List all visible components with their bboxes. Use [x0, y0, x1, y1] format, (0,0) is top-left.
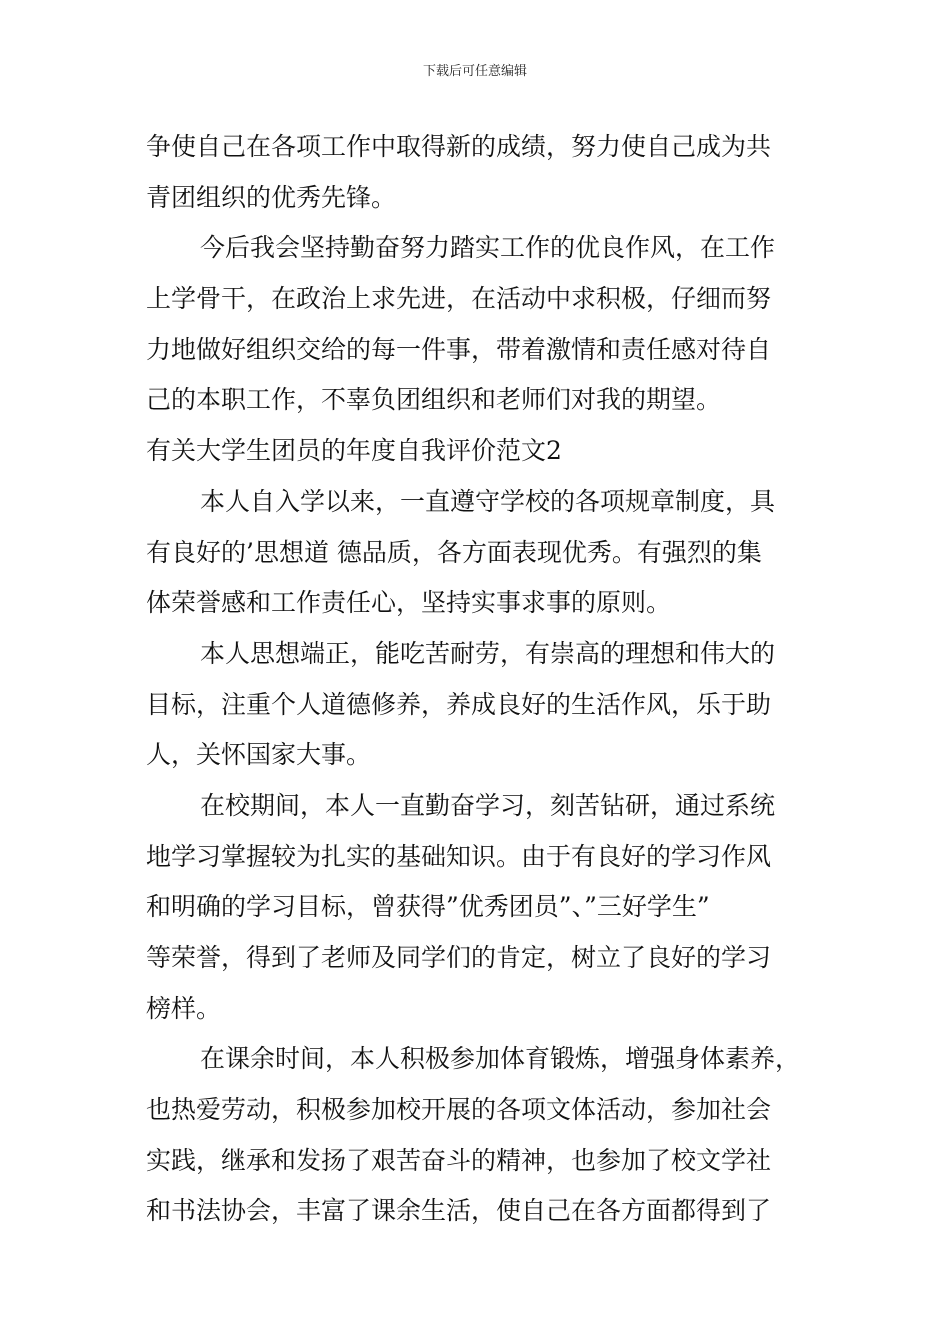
text-line: 体荣誉感和工作责任心，坚持实事求事的原则。: [146, 588, 672, 618]
text-line: 争使自己在各项工作中取得新的成绩，努力使自己成为共: [146, 132, 772, 161]
text-line: 目标，注重个人道德修养，养成良好的生活作风，乐于助: [146, 689, 772, 719]
text-line: 在校期间，本人一直勤奋学习，刻苦钻研，通过系统: [200, 790, 776, 820]
text-line: 和明确的学习目标，曾获得”优秀团员”、”三好学生”: [146, 892, 710, 922]
text-line: 地学习掌握较为扎实的基础知识。由于有良好的学习作风: [146, 841, 772, 871]
text-line: 榜样。: [146, 993, 222, 1023]
text-line: 和书法协会，丰富了课余生活，使自己在各方面都得到了: [146, 1196, 772, 1226]
text-line: 在课余时间，本人积极参加体育锻炼，增强身体素养，: [200, 1044, 801, 1074]
text-line: 今后我会坚持勤奋努力踏实工作的优良作风，在工作: [200, 233, 776, 263]
document-body: [146, 122, 816, 1237]
text-line: 实践，继承和发扬了艰苦奋斗的精神，也参加了校文学社: [146, 1145, 772, 1175]
text-line: 青团组织的优秀先锋。: [146, 182, 397, 212]
text-line: 己的本职工作，不辜负团组织和老师们对我的期望。: [146, 385, 722, 415]
text-line: 等荣誉，得到了老师及同学们的肯定，树立了良好的学习: [146, 943, 772, 972]
text-line: 力地做好组织交给的每一件事，带着激情和责任感对待自: [146, 334, 772, 364]
page-header: 下载后可任意编辑: [422, 64, 527, 79]
text-line: 本人自入学以来，一直遵守学校的各项规章制度，具: [200, 486, 776, 516]
text-line: 也热爱劳动，积极参加校开展的各项文体活动，参加社会: [146, 1095, 772, 1125]
text-line: 有关大学生团员的年度自我评价范文2: [146, 436, 562, 466]
text-line: 上学骨干，在政治上求先进，在活动中求积极，仔细而努: [146, 284, 772, 314]
text-line: 有良好的’思想道 德品质，各方面表现优秀。有强烈的集: [146, 537, 762, 567]
text-line: 本人思想端正，能吃苦耐劳，有崇高的理想和伟大的: [200, 638, 776, 668]
text-line: 人，关怀国家大事。: [146, 740, 372, 770]
